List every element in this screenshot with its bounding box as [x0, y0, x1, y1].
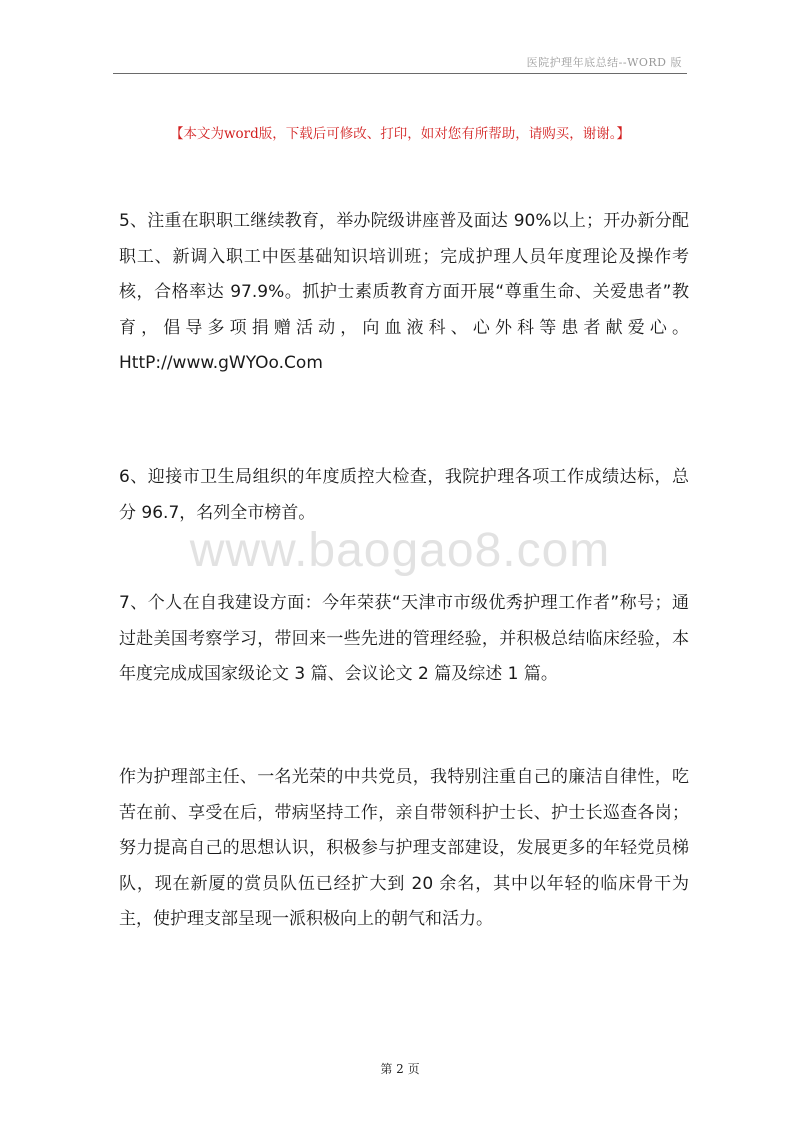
header-divider — [113, 73, 687, 74]
site-watermark: www.baogao8.com — [189, 524, 611, 577]
paragraph-item-5: 5、注重在职职工继续教育，举办院级讲座普及面达 90%以上；开办新分配职工、新调入职工中医基础知识培训班；完成护理人员年度理论及操作考核，合格率达 97.9%。抓护士素质教育方面开展“尊重生命、关爱患者”教育，倡导多项捐赠活动，向血液科、心外科等患者献爱心。HttP://www.gWYOo.Com — [119, 211, 689, 373]
paragraph-party-member: 作为护理部主任、一名光荣的中共党员，我特别注重自己的廉洁自律性，吃苦在前、享受在后，带病坚持工作，亲自带领科护士长、护士长巡查各岗；努力提高自己的思想认识，积极参与护理支部建设，发展更多的年轻党员梯队，现在新厦的赏员队伍已经扩大到 20 余名，其中以年轻的临床骨干为主，使护理支部呈现一派积极向上的朝气和活力。 — [119, 767, 689, 929]
page-number: 第 2 页 — [380, 1062, 420, 1076]
paragraph-item-7: 7、个人在自我建设方面：今年荣获“天津市市级优秀护理工作者”称号；通过赴美国考察学习，带回来一些先进的管理经验，并积极总结临床经验，本年度完成成国家级论文 3 篇、会议论文 2 篇及综述 1 篇。 — [119, 593, 689, 684]
paragraph-item-6: 6、迎接市卫生局组织的年度质控大检查，我院护理各项工作成绩达标，总分 96.7，名列全市榜首。 — [119, 467, 689, 523]
document-header-title: 医院护理年底总结--WORD 版 — [526, 56, 682, 69]
purchase-notice: 【本文为word版，下载后可修改、打印，如对您有所帮助，请购买，谢谢。】 — [169, 126, 631, 142]
